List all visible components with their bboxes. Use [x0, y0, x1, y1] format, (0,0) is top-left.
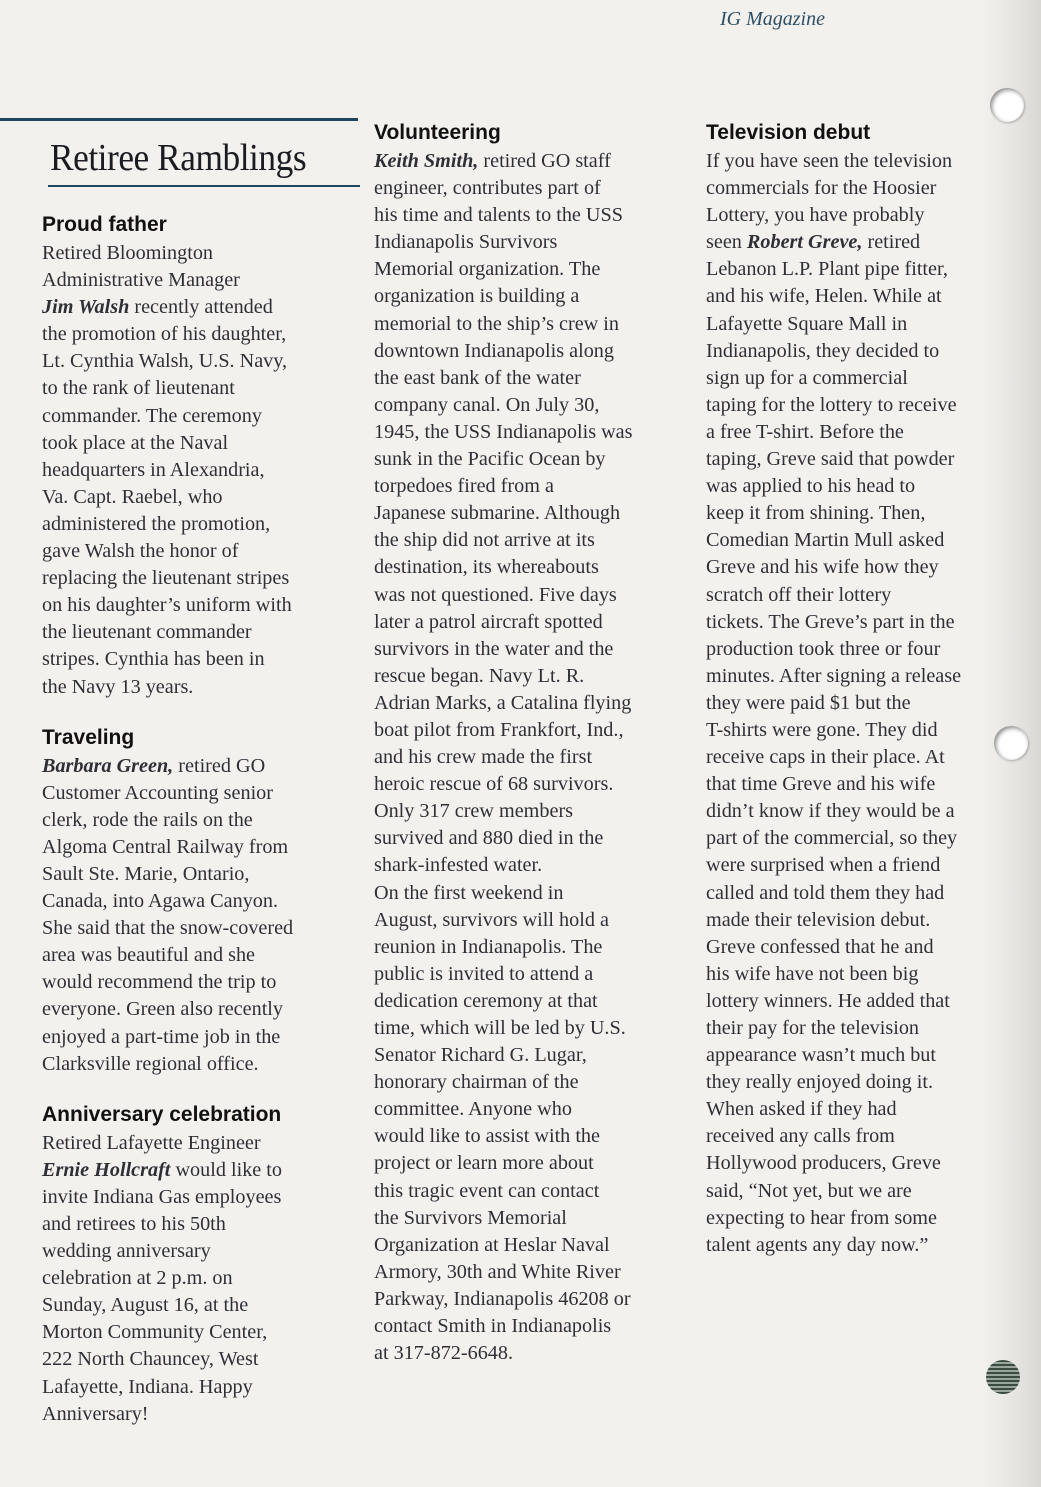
- text-line: would like to assist with the: [374, 1125, 600, 1148]
- text-line: said, “Not yet, but we are: [706, 1179, 912, 1202]
- text-fragment: recently attended: [129, 296, 273, 319]
- text-line: clerk, rode the rails on the: [42, 808, 253, 831]
- text-fragment: seen: [706, 231, 747, 254]
- article-heading-traveling: Traveling: [42, 725, 135, 749]
- text-line: invite Indiana Gas employees: [42, 1185, 282, 1208]
- text-line: public is invited to attend a: [374, 962, 594, 985]
- text-line: production took three or four: [706, 637, 941, 660]
- text-line: Sunday, August 16, at the: [42, 1294, 249, 1317]
- spacer: [42, 701, 354, 723]
- text-line: were surprised when a friend: [706, 854, 941, 877]
- text-line: [42, 753, 354, 780]
- text-line: their pay for the television: [706, 1017, 920, 1039]
- text-line: Clarksville regional office.: [42, 1052, 259, 1075]
- text-line: received any calls from: [706, 1125, 895, 1148]
- text-line: scratch off their lottery: [706, 583, 892, 606]
- text-line: receive caps in their place. At: [706, 746, 945, 769]
- text-line: his wife have not been big: [706, 962, 919, 985]
- punch-hole-icon: [990, 88, 1024, 122]
- text-line: on his daughter’s uniform with: [42, 594, 292, 617]
- text-line: the east bank of the water: [374, 366, 581, 389]
- text-line: Retired Bloomington: [42, 242, 214, 264]
- text-line: didn’t know if they would be a: [706, 800, 955, 823]
- spacer: [42, 1078, 354, 1100]
- text-line: tickets. The Greve’s part in the: [706, 610, 955, 633]
- article-heading-anniversary: Anniversary celebration: [42, 1102, 282, 1126]
- text-line: Only 317 crew members: [374, 800, 574, 823]
- text-line: at 317-872-6648.: [374, 1342, 514, 1365]
- text-line: taping, Greve said that powder: [706, 448, 955, 471]
- text-line: Senator Richard G. Lugar,: [374, 1044, 587, 1067]
- text-line: celebration at 2 p.m. on: [42, 1267, 233, 1290]
- text-line: minutes. After signing a release: [706, 664, 962, 687]
- text-line: and retirees to his 50th: [42, 1213, 226, 1235]
- person-name: Barbara Green,: [42, 754, 174, 777]
- text-line: [42, 294, 354, 321]
- text-line: Customer Accounting senior: [42, 781, 274, 804]
- text-line: to the rank of lieutenant: [42, 377, 235, 400]
- text-fragment: retired GO staff: [478, 150, 611, 172]
- punch-hole-icon: [994, 726, 1028, 760]
- text-line: Armory, 30th and White River: [374, 1260, 621, 1283]
- text-line: company canal. On July 30,: [374, 393, 600, 416]
- article-body-proud-father: [42, 240, 354, 701]
- text-fragment: retired: [862, 231, 921, 254]
- text-line: everyone. Green also recently: [42, 998, 284, 1021]
- text-line: memorial to the ship’s crew in: [374, 312, 619, 335]
- text-line: 222 North Chauncey, West: [42, 1348, 259, 1371]
- text-line: the Survivors Memorial: [374, 1206, 567, 1229]
- text-line: sunk in the Pacific Ocean by: [374, 448, 606, 471]
- text-line: Lottery, you have probably: [706, 204, 925, 227]
- text-line: stripes. Cynthia has been in: [42, 648, 265, 671]
- column-2: [374, 118, 694, 1367]
- person-name: Jim Walsh: [42, 296, 130, 319]
- text-line: commander. The ceremony: [42, 404, 262, 427]
- text-line: called and told them they had: [706, 881, 945, 904]
- text-line: Memorial organization. The: [374, 258, 601, 281]
- text-line: Comedian Martin Mull asked: [706, 529, 945, 552]
- text-line: Sault Ste. Marie, Ontario,: [42, 862, 250, 885]
- article-body-traveling: [42, 753, 354, 1078]
- text-line: Parkway, Indianapolis 46208 or: [374, 1287, 631, 1310]
- column-1: [42, 210, 354, 1428]
- text-line: torpedoes fired from a: [374, 475, 554, 498]
- text-line: administered the promotion,: [42, 512, 271, 535]
- person-name: Robert Greve,: [746, 231, 863, 254]
- punch-hole-icon: [986, 1360, 1020, 1394]
- text-line: and his wife, Helen. While at: [706, 285, 942, 308]
- text-line: engineer, contributes part of: [374, 177, 601, 200]
- text-line: was applied to his head to: [706, 475, 916, 498]
- text-line: talent agents any day now.”: [706, 1233, 929, 1256]
- person-name: Keith Smith,: [374, 150, 479, 172]
- text-line: and his crew made the first: [374, 746, 593, 769]
- text-line: was not questioned. Five days: [374, 583, 617, 606]
- text-line: Hollywood producers, Greve: [706, 1152, 941, 1175]
- text-line: [374, 148, 694, 175]
- text-line: Lafayette, Indiana. Happy: [42, 1375, 253, 1398]
- text-line: Algoma Central Railway from: [42, 835, 289, 858]
- running-head: IG Magazine: [720, 8, 825, 30]
- article-body-anniversary: [42, 1130, 354, 1428]
- text-line: they were paid $1 but the: [706, 691, 911, 714]
- text-line: Adrian Marks, a Catalina flying: [374, 691, 632, 714]
- article-heading-proud-father: Proud father: [42, 213, 167, 236]
- text-line: sign up for a commercial: [706, 366, 908, 389]
- text-line: project or learn more about: [374, 1152, 594, 1175]
- text-line: made their television debut.: [706, 908, 931, 931]
- text-line: [42, 1157, 354, 1184]
- text-line: gave Walsh the honor of: [42, 540, 239, 563]
- text-line: lottery winners. He added that: [706, 989, 950, 1012]
- text-line: Administrative Manager: [42, 269, 240, 292]
- text-line: they really enjoyed doing it.: [706, 1071, 934, 1094]
- text-line: headquarters in Alexandria,: [42, 458, 265, 481]
- text-line: On the first weekend in: [374, 881, 564, 904]
- text-line: took place at the Naval: [42, 431, 229, 454]
- text-line: survivors in the water and the: [374, 637, 614, 660]
- article-body-television: [706, 148, 1012, 1259]
- text-line: She said that the snow-covered: [42, 917, 294, 940]
- text-line: wedding anniversary: [42, 1240, 211, 1263]
- text-line: taping for the lottery to receive: [706, 393, 957, 416]
- text-line: organization is building a: [374, 285, 580, 308]
- text-line: this tragic event can contact: [374, 1179, 600, 1202]
- text-line: destination, its whereabouts: [374, 556, 599, 579]
- text-line: downtown Indianapolis along: [374, 339, 614, 362]
- text-line: If you have seen the television: [706, 150, 953, 172]
- text-line: Morton Community Center,: [42, 1321, 268, 1344]
- article-body-volunteering: [374, 148, 694, 1367]
- text-line: expecting to hear from some: [706, 1206, 937, 1229]
- text-line: Va. Capt. Raebel, who: [42, 485, 223, 508]
- column-3: [706, 118, 1012, 1259]
- text-line: honorary chairman of the: [374, 1071, 579, 1094]
- text-line: the ship did not arrive at its: [374, 529, 595, 552]
- text-line: Lafayette Square Mall in: [706, 312, 908, 335]
- text-line: Greve and his wife how they: [706, 556, 939, 579]
- article-heading-television: Television debut: [706, 121, 871, 144]
- text-line: later a patrol aircraft spotted: [374, 610, 603, 633]
- text-line: area was beautiful and she: [42, 944, 255, 967]
- text-line: Organization at Heslar Naval: [374, 1233, 610, 1256]
- text-line: Indianapolis, they decided to: [706, 339, 940, 362]
- text-line: dedication ceremony at that: [374, 989, 598, 1012]
- text-line: Lt. Cynthia Walsh, U.S. Navy,: [42, 350, 288, 373]
- text-line: When asked if they had: [706, 1098, 897, 1121]
- title-rule-bottom: [48, 185, 360, 187]
- text-line: his time and talents to the USS: [374, 204, 623, 227]
- text-line: survived and 880 died in the: [374, 827, 604, 850]
- text-line: Lebanon L.P. Plant pipe fitter,: [706, 258, 948, 281]
- title-rule-top: [0, 118, 358, 121]
- text-line: Indianapolis Survivors: [374, 231, 558, 254]
- text-line: replacing the lieutenant stripes: [42, 567, 290, 590]
- text-line: 1945, the USS Indianapolis was: [374, 420, 633, 443]
- text-line: keep it from shining. Then,: [706, 502, 926, 525]
- article-heading-volunteering: Volunteering: [374, 121, 501, 144]
- text-line: would recommend the trip to: [42, 971, 277, 994]
- text-line: part of the commercial, so they: [706, 827, 958, 850]
- person-name: Ernie Hollcraft: [42, 1158, 171, 1181]
- text-line: committee. Anyone who: [374, 1098, 572, 1121]
- text-line: Retired Lafayette Engineer: [42, 1131, 261, 1154]
- text-fragment: retired GO: [173, 754, 266, 777]
- text-line: appearance wasn’t much but: [706, 1044, 937, 1067]
- text-line: the Navy 13 years.: [42, 675, 194, 698]
- text-line: heroic rescue of 68 survivors.: [374, 773, 614, 796]
- text-line: reunion in Indianapolis. The: [374, 935, 603, 958]
- text-line: the promotion of his daughter,: [42, 323, 287, 346]
- text-line: a free T-shirt. Before the: [706, 420, 904, 443]
- text-line: Greve confessed that he and: [706, 935, 934, 958]
- text-line: [706, 229, 1012, 256]
- text-line: that time Greve and his wife: [706, 773, 936, 796]
- text-line: contact Smith in Indianapolis: [374, 1315, 612, 1338]
- text-line: Anniversary!: [42, 1402, 149, 1425]
- text-line: commercials for the Hoosier: [706, 177, 937, 200]
- text-line: August, survivors will hold a: [374, 908, 609, 931]
- text-fragment: would like to: [170, 1158, 283, 1181]
- text-line: Canada, into Agawa Canyon.: [42, 890, 279, 913]
- section-title: Retiree Ramblings: [50, 137, 307, 179]
- text-line: time, which will be led by U.S.: [374, 1017, 626, 1039]
- text-line: Japanese submarine. Although: [374, 502, 621, 525]
- text-line: the lieutenant commander: [42, 621, 252, 644]
- text-line: enjoyed a part-time job in the: [42, 1025, 281, 1048]
- text-line: T-shirts were gone. They did: [706, 718, 938, 741]
- text-line: boat pilot from Frankfort, Ind.,: [374, 718, 624, 741]
- text-line: shark-infested water.: [374, 854, 543, 877]
- text-line: rescue began. Navy Lt. R.: [374, 664, 585, 687]
